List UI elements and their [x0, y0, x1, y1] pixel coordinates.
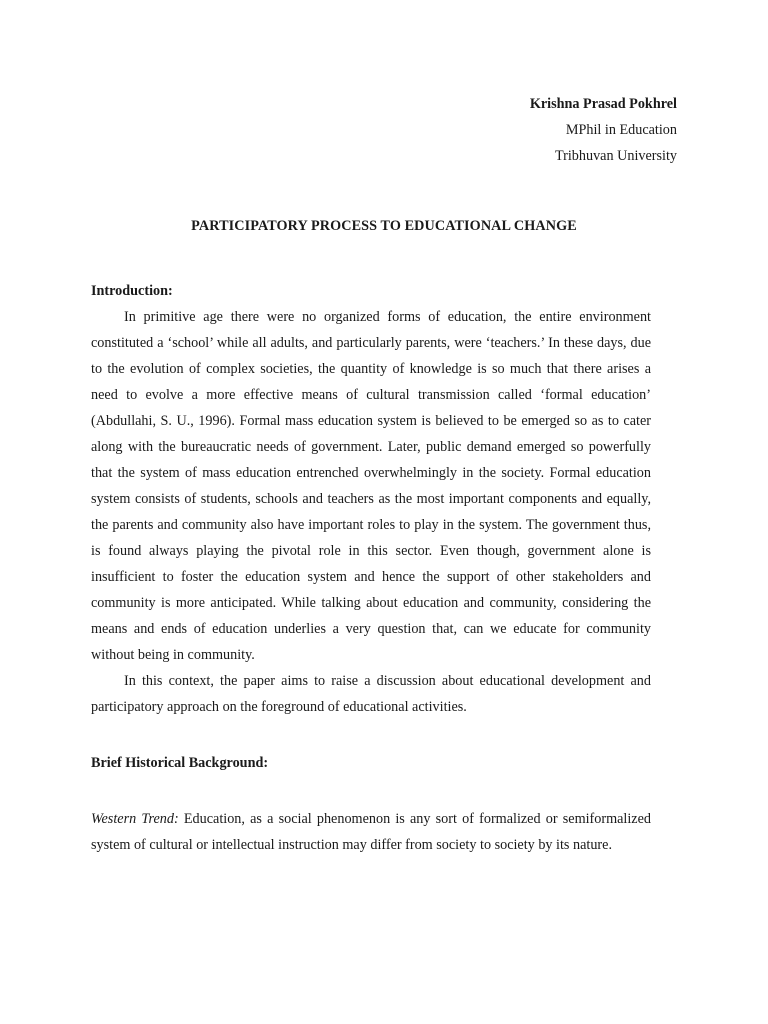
- western-trend-text: Education, as a social phenomenon is any sort of formalized or semiformalized system of cultural or intellectual instruction may differ from society to society by its nature.: [91, 811, 651, 853]
- introduction-section: [91, 278, 651, 720]
- author-institution: Tribhuvan University: [554, 148, 677, 164]
- author-block: [530, 91, 677, 169]
- western-trend-lead: Western Trend:: [91, 811, 179, 827]
- western-trend-section: [91, 806, 651, 858]
- author-degree: MPhil in Education: [565, 122, 677, 138]
- author-name: Krishna Prasad Pokhrel: [529, 96, 677, 112]
- introduction-heading: Introduction:: [91, 283, 173, 299]
- brief-background-section: [91, 750, 651, 776]
- western-trend-paragraph: [91, 806, 651, 858]
- brief-background-heading: Brief Historical Background:: [91, 755, 269, 771]
- introduction-paragraph-1: In primitive age there were no organized forms of education, the entire environment constituted a ‘school’ while all adults, and particularly parents, were ‘teachers.’ In these days, due to the evolution of complex societies, the quantity of knowledge is so much that there arises a need to evolve a more effective means of cultural transmission called ‘formal education’ (Abdullahi, S. U., 1996). Formal mass education system is believed to be emerged so as to cater along with the bureaucratic needs of government. Later, public demand emerged so powerfully that the system of mass education entrenched overwhelmingly in the society. Formal education system consists of students, schools and teachers as the most important components and equally, the parents and community also have important roles to play in the system. The government thus, is found always playing the pivotal role in this sector. Even though, government alone is insufficient to foster the education system and hence the support of other stakeholders and community is more anticipated. While talking about education and community, considering the means and ends of education underlies a very question that, can we educate for community without being in community.: [91, 309, 651, 663]
- document-title: PARTICIPATORY PROCESS TO EDUCATIONAL CHANGE: [191, 218, 577, 234]
- introduction-paragraph-2: In this context, the paper aims to raise a discussion about educational development and participatory approach on the foreground of educational activities.: [91, 673, 651, 715]
